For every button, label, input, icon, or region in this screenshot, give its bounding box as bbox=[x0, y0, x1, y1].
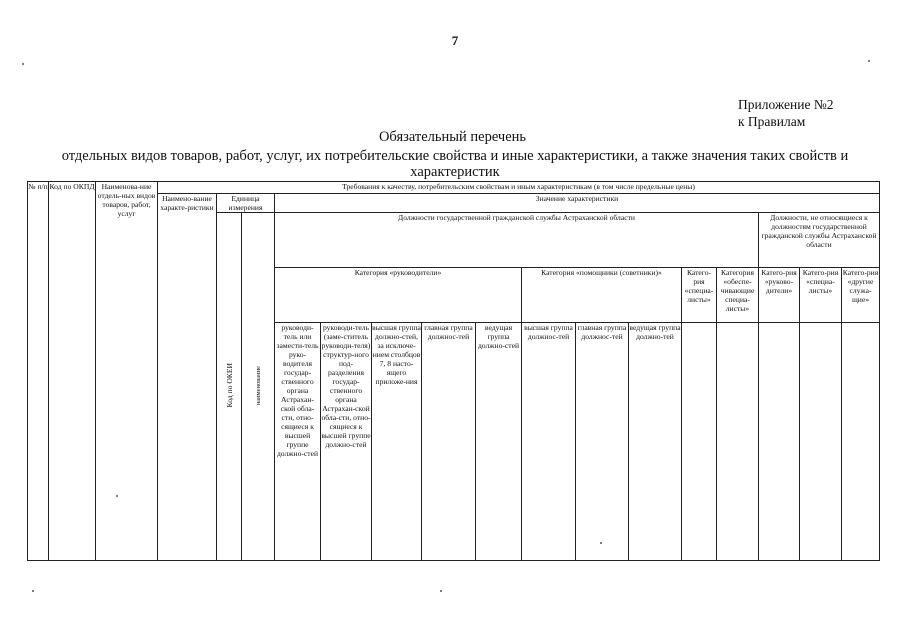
scan-speck bbox=[868, 60, 870, 62]
header-positions-gov: Должности государственной гражданской службы Астраханской области bbox=[275, 213, 759, 268]
scan-speck bbox=[22, 63, 24, 65]
page-number: 7 bbox=[451, 33, 459, 48]
document-subtitle: отдельных видов товаров, работ, услуг, их потребительские свойства и иные характеристики, а также значения таких свойств и характеристик bbox=[61, 148, 849, 180]
subheader-heads-5: ведущая группа должно-стей bbox=[476, 323, 522, 561]
document-title: Обязательный перечень bbox=[378, 129, 527, 145]
header-number: № п/п bbox=[28, 182, 49, 561]
appendix-caption bbox=[738, 96, 833, 130]
header-category2-heads: Катего-рия «руково-дители» bbox=[759, 268, 800, 323]
scan-speck bbox=[32, 590, 34, 592]
header-characteristic-name: Наимено-вание характе-ристики bbox=[158, 194, 217, 561]
subheader-heads-4: главная группа должнос-тей bbox=[422, 323, 476, 561]
header-category-assistants: Категория «помощники (советники)» bbox=[522, 268, 682, 323]
header-positions-not-gov: Должности, не относящиеся к должностям государственной гражданской службы Астраханской области bbox=[759, 213, 880, 268]
subheader-assistants-3: ведущая группа должно-тей bbox=[629, 323, 682, 561]
header-category2-specialists: Катего-рия «специа-листы» bbox=[800, 268, 842, 323]
header-category2-other: Катего-рия «другие служа-щие» bbox=[842, 268, 880, 323]
header-category-heads: Категория «руководители» bbox=[275, 268, 522, 323]
header-category-support: Категория «обеспе-чивающие специа-листы» bbox=[717, 268, 759, 323]
scan-speck bbox=[600, 542, 602, 544]
empty-cell bbox=[842, 323, 880, 561]
header-category-specialists: Катего-рия «специа-листы» bbox=[682, 268, 717, 323]
subheader-heads-2: руководи-тель (заме-ститель руководи-теля) структур-ного под-разделения государ-ственного органа Астрахан-ской обла-сти, отно-сящиеся к высшей группе должно-стей bbox=[321, 323, 372, 561]
empty-cell bbox=[682, 323, 717, 561]
subheader-assistants-1: высшая группа должнос-тей bbox=[522, 323, 576, 561]
header-unit-name: наименование bbox=[242, 213, 275, 561]
empty-cell bbox=[759, 323, 800, 561]
subheader-heads-1: руководи-тель или замести-тель руко-водителя государ-ственного органа Астрахан-ской обла-сти, отно-сящиеся к высшей группе должно-стей bbox=[275, 323, 321, 561]
requirements-table bbox=[27, 181, 880, 561]
header-okei-code: Код по ОКЕИ bbox=[217, 213, 242, 561]
scan-speck bbox=[116, 495, 118, 497]
header-goods-name: Наименова-ние отдель-ных видов товаров, работ, услуг bbox=[96, 182, 158, 561]
empty-cell bbox=[717, 323, 759, 561]
header-value: Значение характеристики bbox=[275, 194, 880, 213]
scan-speck bbox=[440, 590, 442, 592]
subheader-heads-3: высшая группа должно-стей, за исключе-нием столбцов 7, 8 насто-ящего приложе-ния bbox=[372, 323, 422, 561]
header-unit: Единица измерения bbox=[217, 194, 275, 213]
subheader-assistants-2: главная группа должнос-тей bbox=[576, 323, 629, 561]
appendix-line-2: к Правилам bbox=[738, 114, 806, 129]
appendix-line-1: Приложение №2 bbox=[738, 97, 834, 112]
header-requirements: Требования к качеству, потребительским свойствам и иным характеристикам (в том числе предельные цены) bbox=[158, 182, 880, 194]
header-okpd-code: Код по ОКПД bbox=[49, 182, 96, 561]
empty-cell bbox=[800, 323, 842, 561]
